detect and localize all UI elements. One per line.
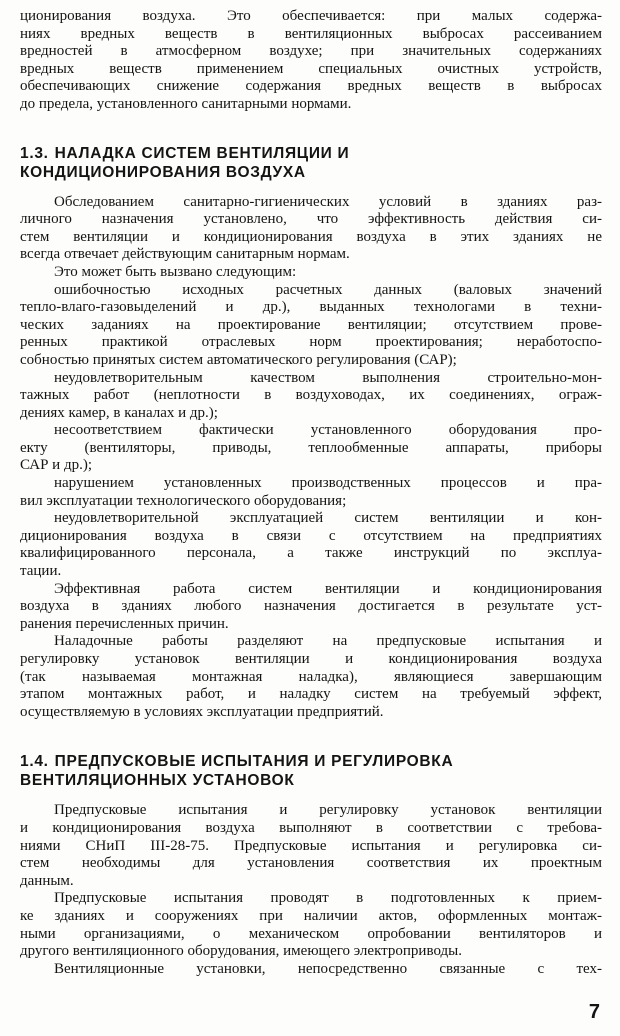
text-line: вредностей в атмосферном воздухе; при значительных содержаниях: [20, 43, 602, 60]
section-title-line: КОНДИЦИОНИРОВАНИЯ ВОЗДУХА: [20, 163, 306, 181]
section-body-1-4: [20, 802, 602, 978]
page-number: 7: [588, 1001, 600, 1023]
paragraph: [20, 581, 602, 634]
text-line: ными организациями, о механическом опробовании вентиляторов и: [20, 925, 602, 942]
paragraph: [20, 194, 602, 264]
text-line: Эффективная работа систем вентиляции и кондиционирования: [54, 580, 602, 597]
text-line: диционирования воздуха в связи с отсутствием на предприятиях: [20, 527, 602, 544]
text-line: ческих заданиях на проектирование вентиляции; отсутствием прове-: [20, 316, 602, 333]
intro-paragraph: [20, 8, 602, 114]
text-line: вил эксплуатации технологического оборудования;: [20, 492, 347, 509]
text-line: обеспечивающих снижение содержания вредных веществ в выбросах: [20, 78, 602, 95]
section-number: 1.4.: [20, 753, 49, 771]
text-line: дениях камер, в каналах и др.);: [20, 404, 218, 421]
paragraph: [20, 633, 602, 721]
text-line: ционирования воздуха. Это обеспечивается: при малых содержа-: [20, 8, 602, 24]
text-line: данным.: [20, 872, 74, 889]
section-title-line: НАЛАДКА СИСТЕМ ВЕНТИЛЯЦИИ И: [54, 144, 350, 162]
text-line: тажных работ (неплотности в воздуховодах, их соединениях, ограж-: [20, 387, 602, 404]
text-line: этапом монтажных работ, и наладку систем на требуемый эффект,: [20, 686, 602, 703]
text-line: неудовлетворительным качеством выполнения строительно-мон-: [54, 369, 602, 386]
text-line: стем вентиляции и кондиционирования воздуха в этих зданиях не: [20, 228, 602, 245]
paragraph: [20, 370, 602, 423]
text-line: ке зданиях и сооружениях при наличии актов, оформленных монтаж-: [20, 907, 602, 924]
text-line: тепло-влаго-газовыделений и др.), выданных технологами в техни-: [20, 299, 602, 316]
paragraph: [20, 475, 602, 510]
section-number: 1.3.: [20, 144, 49, 162]
paragraph: [20, 282, 602, 370]
section-title-line: ПРЕДПУСКОВЫЕ ИСПЫТАНИЯ И РЕГУЛИРОВКА: [54, 753, 454, 771]
section-title-line: ВЕНТИЛЯЦИОННЫХ УСТАНОВОК: [20, 772, 295, 790]
paragraph: [20, 510, 602, 580]
section-heading-1-3: [20, 144, 602, 182]
text-line: нарушением установленных производственных процессов и пра-: [54, 475, 602, 492]
text-line: (так называемая монтажная наладка), являющиеся завершающим: [20, 668, 602, 685]
paragraph: [20, 422, 602, 475]
paragraph: [20, 890, 602, 960]
text-line: Предпусковые испытания и регулировку установок вентиляции: [54, 802, 602, 819]
text-line: ошибочностью исходных расчетных данных (валовых значений: [54, 281, 602, 298]
text-line: тации.: [20, 563, 62, 580]
text-line: екту (вентиляторы, приводы, теплообменные аппараты, приборы: [20, 439, 602, 456]
text-line: воздуха в зданиях любого назначения достигается в результате уст-: [20, 598, 602, 615]
text-line: неудовлетворительной эксплуатацией систем вентиляции и кон-: [54, 510, 602, 527]
text-line: Наладочные работы разделяют на предпусковые испытания и: [54, 633, 602, 650]
text-line: ниями СНиП III-28-75. Предпусковые испытания и регулировка си-: [20, 837, 602, 854]
text-line: ниях вредных веществ в вентиляционных выбросах рассеиванием: [20, 25, 602, 42]
text-line: регулировку установок вентиляции и кондиционирования воздуха: [20, 651, 602, 667]
text-line: Вентиляционные установки, непосредственно связанные с тех-: [54, 960, 602, 977]
paragraph: [20, 802, 602, 890]
text-line: и кондиционирования воздуха выполняют в соответствии с требова-: [20, 819, 602, 836]
text-line: Предпусковые испытания проводят в подготовленных к прием-: [54, 890, 602, 907]
section-body-1-3: [20, 194, 602, 722]
text-line: Обследованием санитарно-гигиенических условий в зданиях раз-: [54, 193, 602, 210]
text-line: ранения перечисленных причин.: [20, 615, 229, 632]
text-line: Это может быть вызвано следующим:: [54, 263, 297, 280]
text-line: квалифицированного персонала, а также инструкций по эксплуа-: [20, 545, 602, 562]
text-line: САР и др.);: [20, 457, 93, 474]
text-line: личного назначения установлено, что эффективность действия си-: [20, 211, 602, 228]
text-line: несоответствием фактически установленного оборудования про-: [54, 422, 602, 439]
text-line: стем необходимы для установления соответствия их проектным: [20, 855, 602, 872]
text-line: до предела, установленного санитарными нормами.: [20, 95, 352, 112]
text-line: всегда отвечает действующим санитарным нормам.: [20, 246, 350, 263]
text-line: осуществляемую в условиях эксплуатации предприятий.: [20, 703, 384, 720]
text-line: ренных практикой отраслевых норм проектирования; неработоспо-: [20, 334, 602, 351]
text-line: вредных веществ применением специальных очистных устройств,: [20, 60, 602, 77]
paragraph: [20, 961, 602, 979]
text-line: собностью принятых систем автоматического регулирования (САР);: [20, 351, 457, 368]
text-line: другого вентиляционного оборудования, имеющего электроприводы.: [20, 943, 462, 960]
section-heading-1-4: [20, 752, 602, 790]
paragraph: [20, 264, 602, 282]
